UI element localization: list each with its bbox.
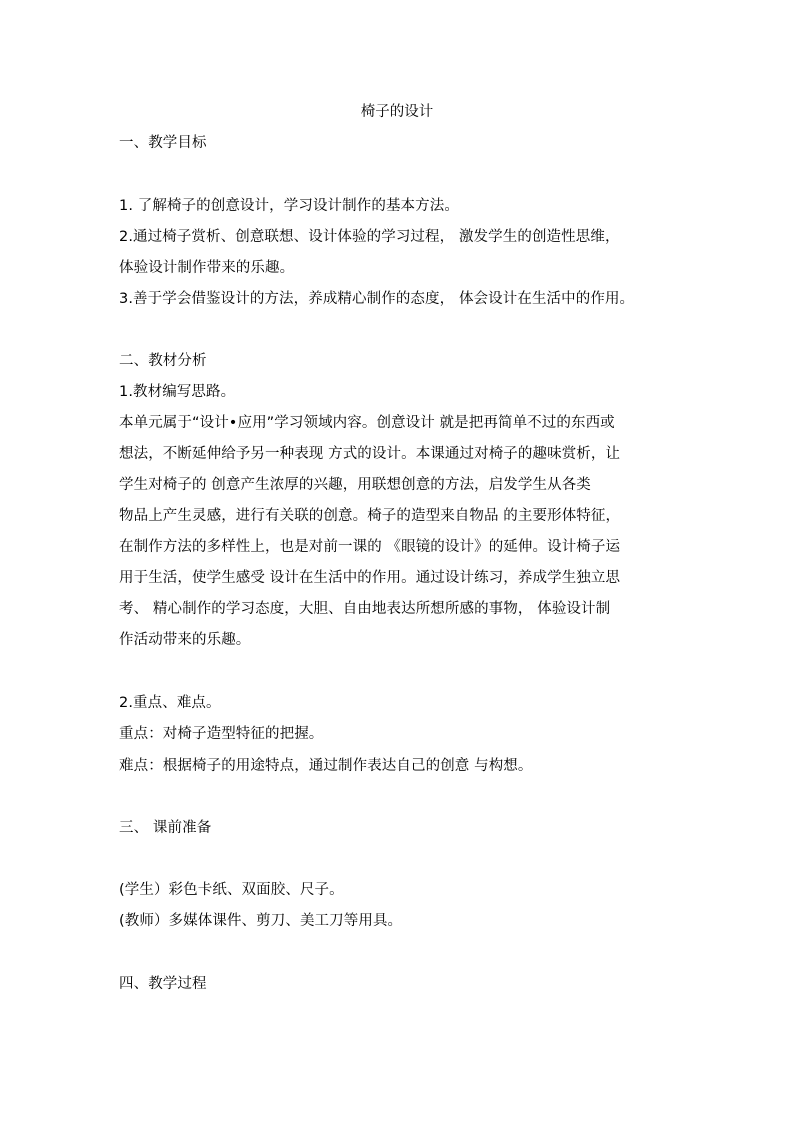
paragraph-line: 3.善于学会借鉴设计的方法，养成精心制作的态度， 体会设计在生活中的作用。 xyxy=(119,291,635,307)
paragraph-line: 学生对椅子的 创意产生浓厚的兴趣，用联想创意的方法，启发学生从各类 xyxy=(119,477,591,493)
paragraph-line: 考、 精心制作的学习态度，大胆、自由地表达所想所感的事物， 体验设计制 xyxy=(119,601,611,617)
paragraph-line: 用于生活，使学生感受 设计在生活中的作用。通过设计练习，养成学生独立思 xyxy=(119,570,621,586)
paragraph-line: 2.重点、难点。 xyxy=(119,695,221,711)
paragraph-line: 1. 了解椅子的创意设计，学习设计制作的基本方法。 xyxy=(119,198,459,214)
paragraph-line: 2.通过椅子赏析、创意联想、设计体验的学习过程， 激发学生的创造性思维， xyxy=(119,229,620,245)
paragraph-line: 重点：对椅子造型特征的把握。 xyxy=(119,726,324,742)
section-heading-objectives: 一、教学目标 xyxy=(119,135,207,151)
paragraph-line: (教师）多媒体课件、剪刀、美工刀等用具。 xyxy=(119,913,403,929)
paragraph-line: 体验设计制作带来的乐趣。 xyxy=(119,260,295,276)
paragraph-line: 在制作方法的多样性上，也是对前一课的 《眼镜的设计》的延伸。设计椅子运 xyxy=(119,539,621,555)
paragraph-line: 难点：根据椅子的用途特点，通过制作表达自己的创意 与构想。 xyxy=(119,758,533,774)
paragraph-line: (学生）彩色卡纸、双面胶、尺子。 xyxy=(119,882,344,898)
section-heading-process: 四、教学过程 xyxy=(119,976,207,992)
document-title: 椅子的设计 xyxy=(360,104,434,120)
paragraph-line: 物品上产生灵感，进行有关联的创意。椅子的造型来自物品 的主要形体特征， xyxy=(119,508,621,524)
paragraph-line: 想法，不断延伸给予另一种表现 方式的设计。本课通过对椅子的趣味赏析，让 xyxy=(119,446,621,462)
paragraph-line: 作活动带来的乐趣。 xyxy=(119,632,251,648)
paragraph-line: 本单元属于“设计•应用”学习领域内容。创意设计 就是把再简单不过的东西或 xyxy=(119,415,615,431)
section-heading-preparation: 三、 课前准备 xyxy=(119,820,212,836)
paragraph-line: 1.教材编写思路。 xyxy=(119,384,236,400)
section-heading-analysis: 二、教材分析 xyxy=(119,353,207,369)
